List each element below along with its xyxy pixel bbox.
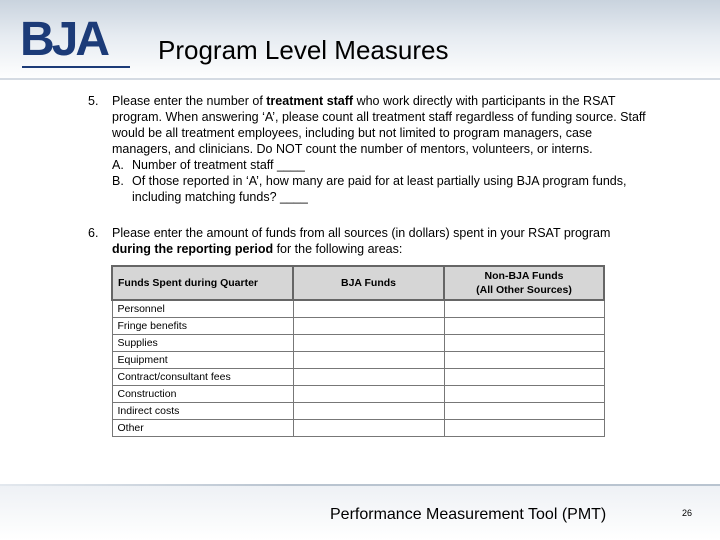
table-row bbox=[112, 300, 604, 318]
non-bja-funds-cell[interactable] bbox=[444, 420, 604, 437]
non-bja-funds-cell[interactable] bbox=[444, 352, 604, 369]
row-label: Other bbox=[112, 420, 293, 437]
row-label: Fringe benefits bbox=[112, 318, 293, 335]
bja-logo bbox=[20, 14, 132, 72]
header-divider bbox=[0, 78, 720, 80]
sub-question-b: B. Of those reported in ‘A’, how many are paid for at least partially using BJA program funds, including matching funds? ____ bbox=[112, 174, 627, 204]
sub-question-a: A. Number of treatment staff ____ bbox=[112, 158, 305, 172]
question-5 bbox=[88, 93, 648, 205]
bja-funds-cell[interactable] bbox=[293, 352, 444, 369]
question-text: Please enter the amount of funds from all sources (in dollars) spent in your RSAT program during the reporting period for the following areas: bbox=[112, 226, 611, 256]
table-row bbox=[112, 369, 604, 386]
header-funds-spent: Funds Spent during Quarter bbox=[112, 266, 293, 300]
non-bja-funds-cell[interactable] bbox=[444, 318, 604, 335]
bja-funds-cell[interactable] bbox=[293, 386, 444, 403]
question-number: 5. bbox=[88, 94, 99, 108]
logo-text: BJA bbox=[20, 13, 108, 66]
row-label: Equipment bbox=[112, 352, 293, 369]
row-label: Construction bbox=[112, 386, 293, 403]
table-header-row bbox=[112, 266, 604, 300]
page-title: Program Level Measures bbox=[158, 35, 449, 65]
non-bja-funds-cell[interactable] bbox=[444, 335, 604, 352]
header-non-bja-funds: Non-BJA Funds (All Other Sources) bbox=[444, 266, 604, 300]
non-bja-funds-cell[interactable] bbox=[444, 403, 604, 420]
table-row bbox=[112, 335, 604, 352]
question-number: 6. bbox=[88, 226, 99, 240]
non-bja-funds-cell[interactable] bbox=[444, 386, 604, 403]
bja-funds-cell[interactable] bbox=[293, 300, 444, 318]
table-row bbox=[112, 403, 604, 420]
table-row bbox=[112, 386, 604, 403]
non-bja-funds-cell[interactable] bbox=[444, 369, 604, 386]
table-row bbox=[112, 318, 604, 335]
bja-funds-cell[interactable] bbox=[293, 369, 444, 386]
bja-funds-cell[interactable] bbox=[293, 318, 444, 335]
row-label: Contract/consultant fees bbox=[112, 369, 293, 386]
question-6 bbox=[88, 225, 648, 257]
table-row bbox=[112, 420, 604, 437]
logo-underline bbox=[22, 66, 130, 68]
bja-funds-cell[interactable] bbox=[293, 403, 444, 420]
row-label: Indirect costs bbox=[112, 403, 293, 420]
non-bja-funds-cell[interactable] bbox=[444, 300, 604, 318]
header-bja-funds: BJA Funds bbox=[293, 266, 444, 300]
page-number: 26 bbox=[682, 508, 693, 518]
slide-content bbox=[88, 93, 648, 437]
row-label: Supplies bbox=[112, 335, 293, 352]
question-text: Please enter the number of treatment staff who work directly with participants in the RSAT program. When answering ‘A’, please count all treatment staff regardless of funding source. Staff would be all treatment employees, including but not limited to program managers, case managers, and clinicians. Do NOT count the number of mentors, volunteers, or interns. bbox=[112, 94, 646, 156]
bja-funds-cell[interactable] bbox=[293, 420, 444, 437]
footer-text: Performance Measurement Tool (PMT) bbox=[330, 506, 607, 523]
table-row bbox=[112, 352, 604, 369]
row-label: Personnel bbox=[112, 300, 293, 318]
bja-funds-cell[interactable] bbox=[293, 335, 444, 352]
funds-table bbox=[111, 265, 605, 437]
